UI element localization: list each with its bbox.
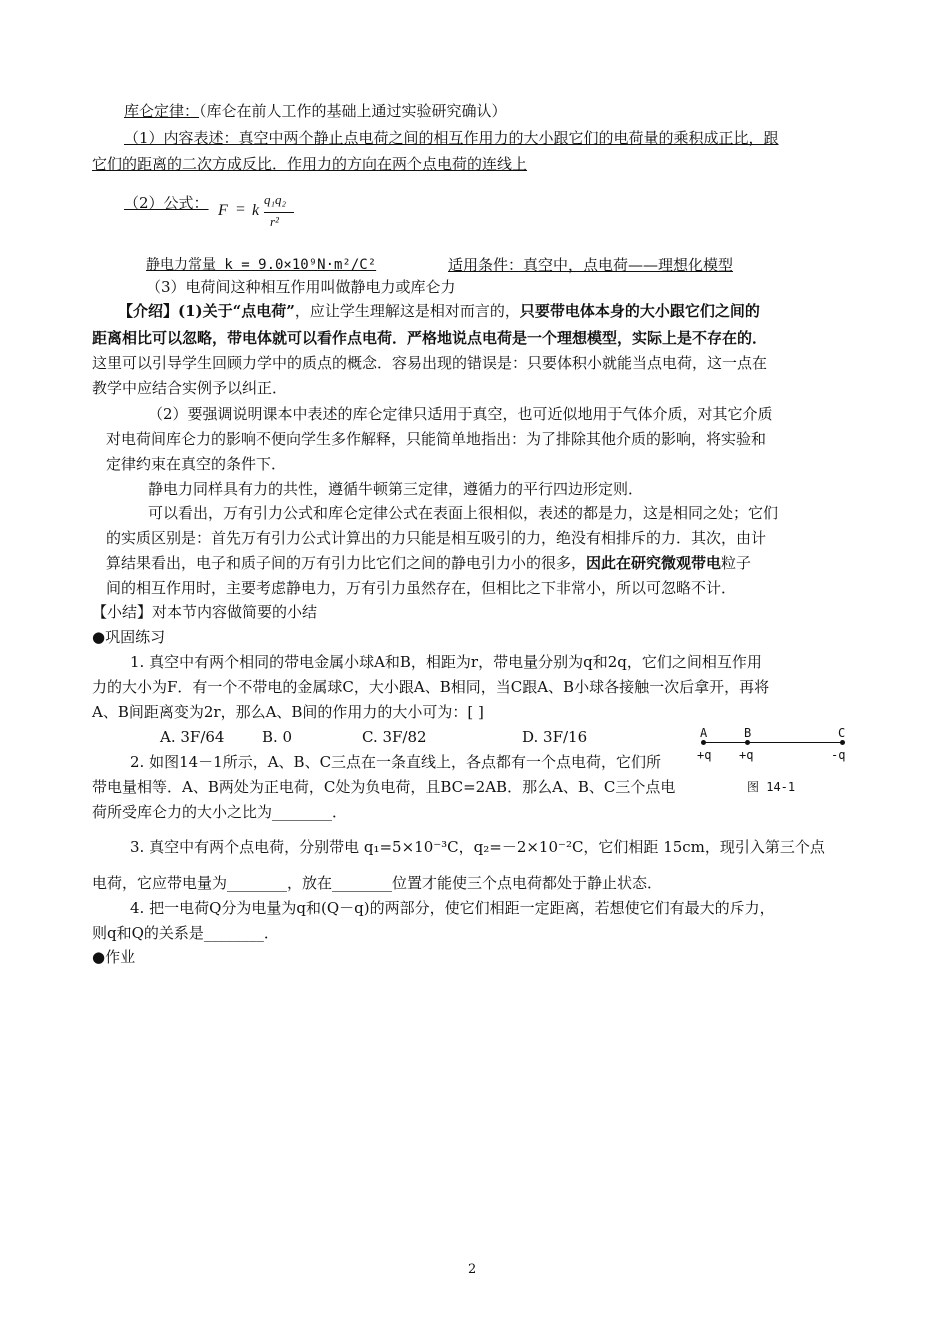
formula-denominator: r²: [270, 214, 279, 229]
figure-caption: 图 14-1: [747, 780, 796, 794]
q4-line2: 则q和Q的关系是________．: [92, 924, 279, 942]
figure-14-1: [695, 726, 855, 796]
q1-option-b: B. 0: [262, 728, 293, 746]
formula-fraction-bar: [264, 212, 294, 213]
point-c-label: C: [838, 726, 846, 740]
point-b-label: B: [744, 726, 752, 740]
formula-numerator: q₁q₂: [264, 192, 287, 207]
applicable-conditions: 适用条件：真空中，点电荷——理想化模型: [448, 256, 734, 274]
q1-option-a: A. 3F/64: [160, 728, 225, 746]
q2-line2: 带电量相等．A、B两处为正电荷，C处为负电荷，且BC=2AB．那么A、B、C三个点电: [92, 778, 676, 796]
point-a-charge: +q: [697, 748, 712, 762]
homework-title: ●作业: [92, 948, 136, 966]
intro-p4-line2: 的实质区别是：首先万有引力公式计算出的力只能是相互吸引的力，绝没有相排斥的力．其次，由计: [106, 529, 767, 547]
figure-line: [703, 742, 845, 743]
q2-line3: 荷所受库仑力的大小之比为________．: [92, 803, 348, 821]
point-c-dot: [840, 740, 845, 745]
intro-p4-bold: 因此在研究微观带电: [586, 554, 722, 572]
intro-p4-line1: 可以看出，万有引力公式和库仑定律公式在表面上很相似，表述的都是力，这是相同之处；它们: [148, 504, 779, 522]
intro-p2-line1: （2）要强调说明课本中表述的库仑定律只适用于真空，也可近似地用于气体介质，对其它介质: [148, 405, 773, 423]
formula-label: （2）公式：: [124, 194, 209, 212]
q1-option-c: C. 3F/82: [362, 728, 427, 746]
intro-p2-line2: 对电荷间库仑力的影响不便向学生多作解释，只能简单地指出：为了排除其他介质的影响，将实验和: [106, 430, 767, 448]
intro-line1: [118, 301, 760, 321]
intro-term: “点电荷”: [232, 302, 295, 320]
point-b-dot: [745, 740, 750, 745]
intro-line3: 这里可以引导学生回顾力学中的质点的概念．容易出现的错误是：只要体积小就能当点电荷，这一点在: [92, 354, 768, 372]
intro-p4-text: 算结果看出，电子和质子间的万有引力比它们之间的静电引力小的很多，: [106, 554, 587, 572]
page-number: 2: [468, 1262, 477, 1277]
law-content-line1: （1）内容表述：真空中两个静止点电荷之间的相互作用力的大小跟它们的电荷量的乘积成正比，跟: [124, 129, 779, 147]
intro-text: ，应让学生理解这是相对而言的，: [294, 302, 520, 320]
intro-p4-tail: 粒子: [721, 554, 752, 572]
q3-line1: 3. 真空中有两个点电荷，分别带电 q₁=5×10⁻³C，q₂=－2×10⁻²C，它们相距 15cm，现引入第三个点: [130, 838, 825, 856]
intro-p4-line3: [106, 553, 751, 573]
law-content-line2: 它们的距离的二次方成反比．作用力的方向在两个点电荷的连线上: [92, 155, 528, 173]
intro-p3: 静电力同样具有力的共性，遵循牛顿第三定律，遵循力的平行四边形定则．: [148, 480, 644, 498]
q2-line1: 2. 如图14－1所示，A、B、C三点在一条直线上，各点都有一个点电荷，它们所: [130, 753, 662, 771]
point-c-charge: -q: [831, 748, 846, 762]
law-item3: （3）电荷间这种相互作用叫做静电力或库仑力: [146, 278, 456, 296]
law-title-note: （库仑在前人工作的基础上通过实验研究确认）: [199, 102, 507, 120]
law-heading: [124, 101, 507, 121]
point-a-dot: [701, 740, 706, 745]
law-title: 库仑定律：: [124, 102, 200, 120]
coulomb-formula: [212, 192, 312, 236]
formula-equals: =: [236, 201, 246, 218]
intro-p4-line4: 间的相互作用时，主要考虑静电力，万有引力虽然存在，但相比之下非常小，所以可忽略不计．: [106, 579, 737, 597]
q1-option-d: D. 3F/16: [522, 728, 588, 746]
q1-line3: A、B间距离变为2r，那么A、B间的作用力的大小可为：[ ]: [92, 703, 484, 721]
q4-line1: 4. 把一电荷Q分为电量为q和(Q－q)的两部分，使它们相距一定距离，若想使它们有最大的斥力，: [130, 899, 775, 917]
electrostatic-constant: 静电力常量 k = 9.0×10⁹N·m²/C²: [146, 257, 377, 273]
intro-line4: 教学中应结合实例予以纠正．: [92, 379, 288, 397]
q1-line2: 力的大小为F．有一个不带电的金属球C，大小跟A、B相同，当C跟A、B小球各接触一次后拿开，再将: [92, 678, 770, 696]
q3-line2: 电荷，它应带电量为________，放在________位置才能使三个点电荷都处于静止状态．: [92, 874, 663, 892]
intro-bold-text: 只要带电体本身的大小跟它们之间的: [519, 302, 760, 320]
point-a-label: A: [700, 726, 708, 740]
formula-k: k: [252, 202, 260, 219]
intro-p2-line3: 定律约束在真空的条件下．: [106, 455, 287, 473]
intro-line2: 距离相比可以忽略，带电体就可以看作点电荷．严格地说点电荷是一个理想模型，实际上是不存在的．: [92, 329, 768, 347]
practice-title: ●巩固练习: [92, 628, 166, 646]
q1-line1: 1. 真空中有两个相同的带电金属小球A和B，相距为r，带电量分别为q和2q，它们之间相互作用: [130, 653, 762, 671]
formula-F: F: [218, 202, 228, 219]
point-b-charge: +q: [739, 748, 754, 762]
summary: 【小结】对本节内容做简要的小结: [92, 603, 318, 621]
intro-tag: 【介绍】(1)关于: [118, 302, 233, 320]
